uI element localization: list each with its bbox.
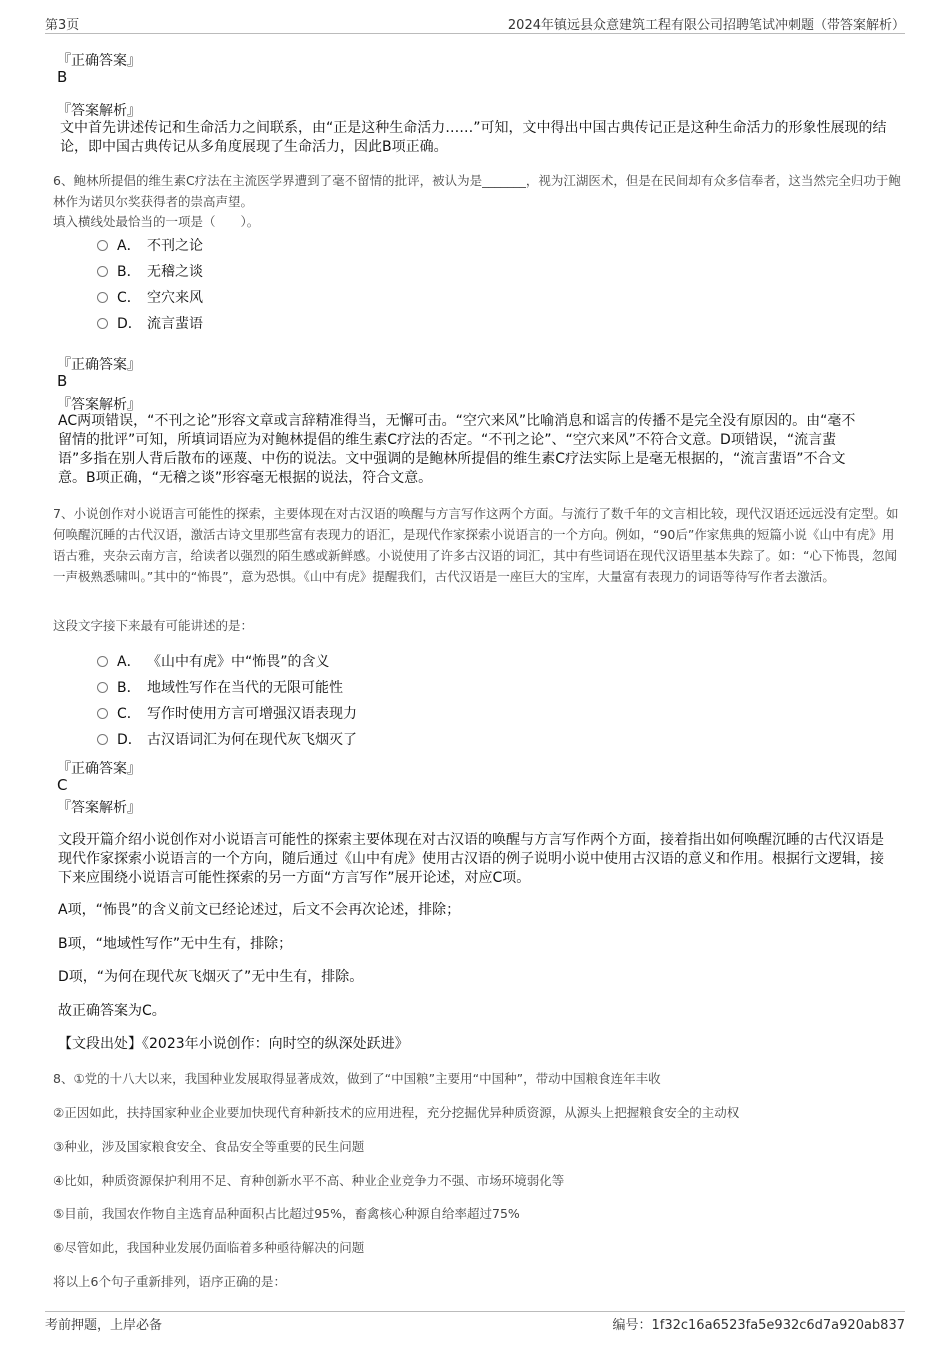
question-7-stem: 7、小说创作对小说语言可能性的探索，主要体现在对古汉语的唤醒与方言写作这两个方面。与流行了数千年的文言相比较，现代汉语还远远没有定型。如何唤醒沉睡的古代汉语，激活古诗文里那些富有表现力的语汇，是现代作家探索小说语言的一个方向。例如，“90后”作家焦典的短篇小说《山中有虎》用语古雅，夹杂云南方言，给读者以强烈的陌生感或新鲜感。小说使用了许多古汉语的词汇，其中有些词语在现代汉语里基本失踪了。如：“心下怖畏，忽闻一声极熟悉啸叫。”其中的“怖畏”，意为恐惧。《山中有虎》提醒我们，古代汉语是一座巨大的宝库，大量富有表现力的词语等待写作者去激活。: [53, 506, 899, 584]
analysis-q7-note-d: D项，“为何在现代灰飞烟灭了”无中生有，排除。: [58, 969, 364, 985]
header-rule: [45, 33, 905, 34]
correct-answer-q5: B: [57, 68, 68, 86]
analysis-q7-note-b: B项，“地域性写作”无中生有，排除；: [58, 936, 293, 952]
footer-code: 编号：1f32c16a6523fa5e932c6d7a920ab837: [612, 1318, 905, 1333]
radio-button-icon[interactable]: [97, 292, 108, 303]
question-8-sentence-3: ③种业，涉及国家粮食安全、食品安全等重要的民生问题: [53, 1139, 365, 1154]
analysis-q5: 文中首先讲述传记和生命活力之间联系，由“正是这种生命活力……”可知，文中得出中国古典传记正是这种生命活力的形象性展现的结论，即中国古典传记从多角度展现了生命活力，因此B项正确。: [60, 120, 887, 155]
q7-option-b[interactable]: B． 地域性写作在当代的无限可能性: [97, 677, 343, 697]
q6-option-d[interactable]: D． 流言蜚语: [97, 313, 203, 333]
q6-option-a[interactable]: A． 不刊之论: [97, 235, 203, 255]
question-8-sentence-5: ⑤目前，我国农作物自主选育品种面积占比超过95%，畜禽核心种源自给率超过75%: [53, 1206, 520, 1221]
radio-button-icon[interactable]: [97, 240, 108, 251]
q7-option-a[interactable]: A． 《山中有虎》中“怖畏”的含义: [97, 651, 330, 671]
q6-option-b[interactable]: B． 无稽之谈: [97, 261, 203, 281]
q6-option-c[interactable]: C． 空穴来风: [97, 287, 203, 307]
correct-answer-label: 『正确答案』: [57, 53, 141, 69]
analysis-label: 『答案解析』: [57, 103, 141, 119]
question-8-sentence-6: ⑥尽管如此，我国种业发展仍面临着多种亟待解决的问题: [53, 1240, 365, 1255]
question-6-stem: 6、鲍林所提倡的维生素C疗法在主流医学界遭到了毫不留情的批评，被认为是_______，视为江湖医术，但是在民间却有众多信奉者，这当然完全归功于鲍林作为诺贝尔奖获得者的崇高声望。: [53, 173, 901, 209]
radio-button-icon[interactable]: [97, 266, 108, 277]
correct-answer-label: 『正确答案』: [57, 357, 141, 373]
question-8-prompt: 将以上6个句子重新排列，语序正确的是：: [53, 1274, 286, 1289]
footer-rule: [45, 1311, 905, 1312]
analysis-q6: AC两项错误，“不刊之论”形容文章或言辞精准得当，无懈可击。“空穴来风”比喻消息和谣言的传播不是完全没有原因的。由“毫不留情的批评”可知，所填词语应为对鲍林提倡的维生素C疗法的否定。“不刊之论”、“空穴来风”不符合文意。D项错误，“流言蜚语”多指在别人背后散布的诬蔑、中伤的说法。文中强调的是鲍林所提倡的维生素C疗法实际上是毫无根据的，“流言蜚语”不合文意。B项正确，“无稽之谈”形容毫无根据的说法，符合文意。: [58, 413, 856, 486]
analysis-q7-note-a: A项，“怖畏”的含义前文已经论述过，后文不会再次论述，排除；: [58, 902, 461, 918]
correct-answer-q7: C: [57, 776, 68, 794]
question-6-prompt: 填入横线处最恰当的一项是（ ）。: [53, 214, 260, 229]
question-8-sentence-1: 8、①党的十八大以来，我国种业发展取得显著成效，做到了“中国粮”主要用“中国种”，带动中国粮食连年丰收: [53, 1071, 661, 1086]
analysis-q7: 文段开篇介绍小说创作对小说语言可能性的探索主要体现在对古汉语的唤醒与方言写作两个方面，接着指出如何唤醒沉睡的古代汉语是现代作家探索小说语言的一个方向，随后通过《山中有虎》使用古汉语的例子说明小说中使用古汉语的意义和作用。根据行文逻辑，接下来应围绕小说语言可能性探索的另一方面“方言写作”展开论述，对应C项。: [58, 832, 884, 886]
correct-answer-label: 『正确答案』: [57, 761, 141, 777]
analysis-label: 『答案解析』: [57, 800, 141, 816]
page-number: 第3页: [45, 18, 80, 33]
radio-button-icon[interactable]: [97, 318, 108, 329]
analysis-label: 『答案解析』: [57, 397, 141, 413]
q7-option-d[interactable]: D． 古汉语词汇为何在现代灰飞烟灭了: [97, 729, 357, 749]
question-8-sentence-4: ④比如，种质资源保护利用不足、育种创新水平不高、种业企业竞争力不强、市场环境弱化等: [53, 1173, 565, 1188]
question-7-prompt: 这段文字接下来最有可能讲述的是：: [53, 618, 254, 633]
radio-button-icon[interactable]: [97, 656, 108, 667]
correct-answer-q6: B: [57, 372, 68, 390]
q7-option-c[interactable]: C． 写作时使用方言可增强汉语表现力: [97, 703, 357, 723]
radio-button-icon[interactable]: [97, 734, 108, 745]
question-8-sentence-2: ②正因如此，扶持国家种业企业要加快现代育种新技术的应用进程，充分挖掘优异种质资源，从源头上把握粮食安全的主动权: [53, 1105, 740, 1120]
radio-button-icon[interactable]: [97, 682, 108, 693]
radio-button-icon[interactable]: [97, 708, 108, 719]
analysis-q7-source: 【文段出处】《2023年小说创作：向时空的纵深处跃进》: [58, 1036, 409, 1052]
document-title: 2024年镇远县众意建筑工程有限公司招聘笔试冲刺题（带答案解析）: [507, 18, 905, 33]
analysis-q7-conclusion: 故正确答案为C。: [58, 1003, 166, 1019]
footer-slogan: 考前押题，上岸必备: [45, 1318, 163, 1333]
